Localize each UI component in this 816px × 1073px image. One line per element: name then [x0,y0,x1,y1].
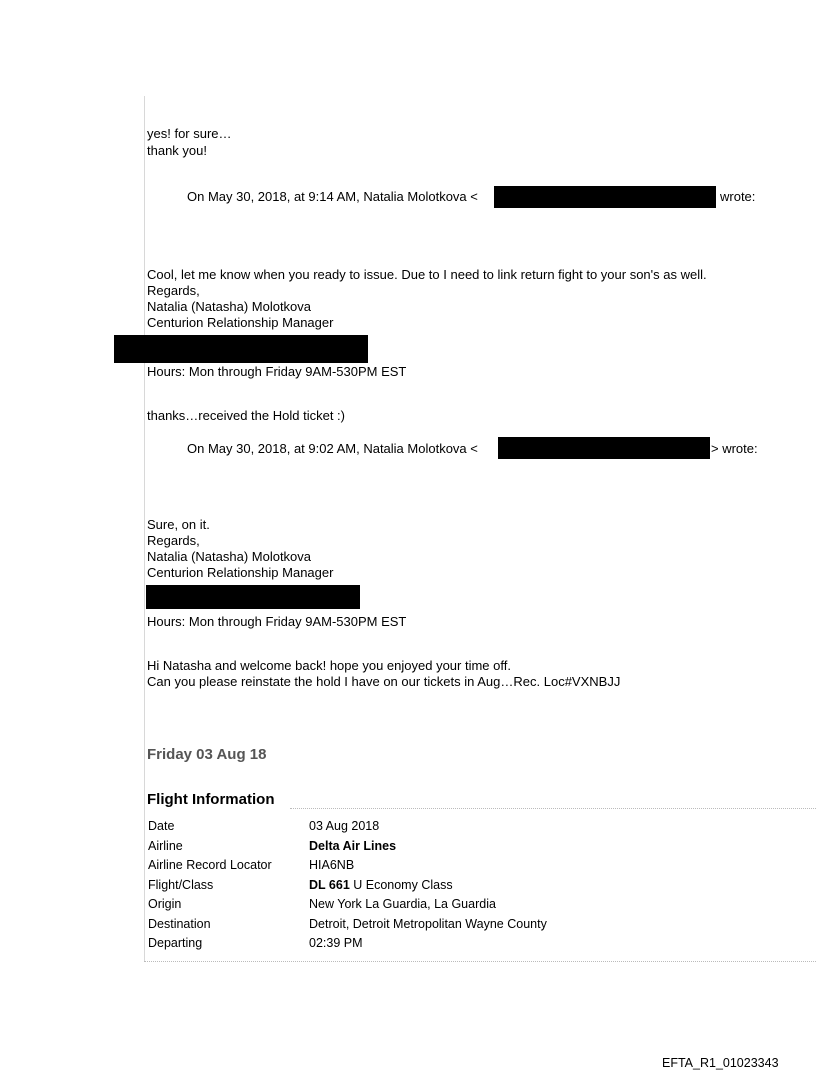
row-value: Detroit, Detroit Metropolitan Wayne County [309,916,547,931]
flight-class: U Economy Class [349,877,453,892]
signature-name: Natalia (Natasha) Molotkova [147,549,312,564]
section-divider [144,961,816,962]
section-divider [290,808,816,809]
row-label: Airline Record Locator [148,858,272,872]
row-value: 03 Aug 2018 [309,819,380,833]
row-label: Destination [148,916,211,931]
row-label: Origin [148,897,182,911]
table-row [148,936,547,956]
original-message-line: Hi Natasha and welcome back! hope you enjoyed your time off. [147,658,511,673]
signature-regards: Regards, [147,283,200,298]
row-value: HIA6NB [309,858,355,872]
table-row [148,858,547,878]
redaction-box [146,585,360,609]
flight-info-title: Flight Information [147,791,275,808]
message-body: Sure, on it. [147,517,210,532]
redaction-box [494,186,716,208]
row-label: Flight/Class [148,877,214,892]
row-label: Date [148,819,175,833]
signature-title: Centurion Relationship Manager [147,315,334,330]
original-message-line: Can you please reinstate the hold I have on our tickets in Aug…Rec. Loc#VXNBJJ [147,674,621,689]
table-row [148,917,547,937]
signature-regards: Regards, [147,533,200,548]
redaction-box [114,335,368,363]
signature-hours: Hours: Mon through Friday 9AM-530PM EST [147,364,407,379]
row-value: Delta Air Lines [309,838,397,853]
reply-line: thank you! [147,143,207,158]
itinerary-day-heading: Friday 03 Aug 18 [147,746,267,763]
message-body: Cool, let me know when you ready to issue. Due to I need to link return fight to your son's as well. [147,267,707,282]
quote-margin-rule [144,96,145,962]
row-label: Departing [148,936,203,950]
redaction-box [498,437,710,459]
signature-name: Natalia (Natasha) Molotkova [147,299,312,314]
quote-header: On May 30, 2018, at 9:02 AM, Natalia Molotkova < [187,441,478,456]
signature-title: Centurion Relationship Manager [147,565,334,580]
row-label: Airline [148,838,183,853]
table-row [148,897,547,917]
document-id: EFTA_R1_01023343 [662,1056,779,1070]
quote-header-suffix: > wrote: [711,441,758,456]
row-value [309,878,547,898]
table-row [148,878,547,898]
reply-line: yes! for sure… [147,126,232,141]
flight-info-table [148,819,547,956]
quote-header-suffix: wrote: [720,189,756,204]
signature-hours: Hours: Mon through Friday 9AM-530PM EST [147,614,407,629]
reply-line: thanks…received the Hold ticket :) [147,408,345,423]
table-row [148,839,547,859]
row-value: 02:39 PM [309,936,363,950]
flight-number: DL 661 [309,877,350,892]
quote-header: On May 30, 2018, at 9:14 AM, Natalia Molotkova < [187,189,478,204]
table-row [148,819,547,839]
row-value: New York La Guardia, La Guardia [309,897,496,911]
